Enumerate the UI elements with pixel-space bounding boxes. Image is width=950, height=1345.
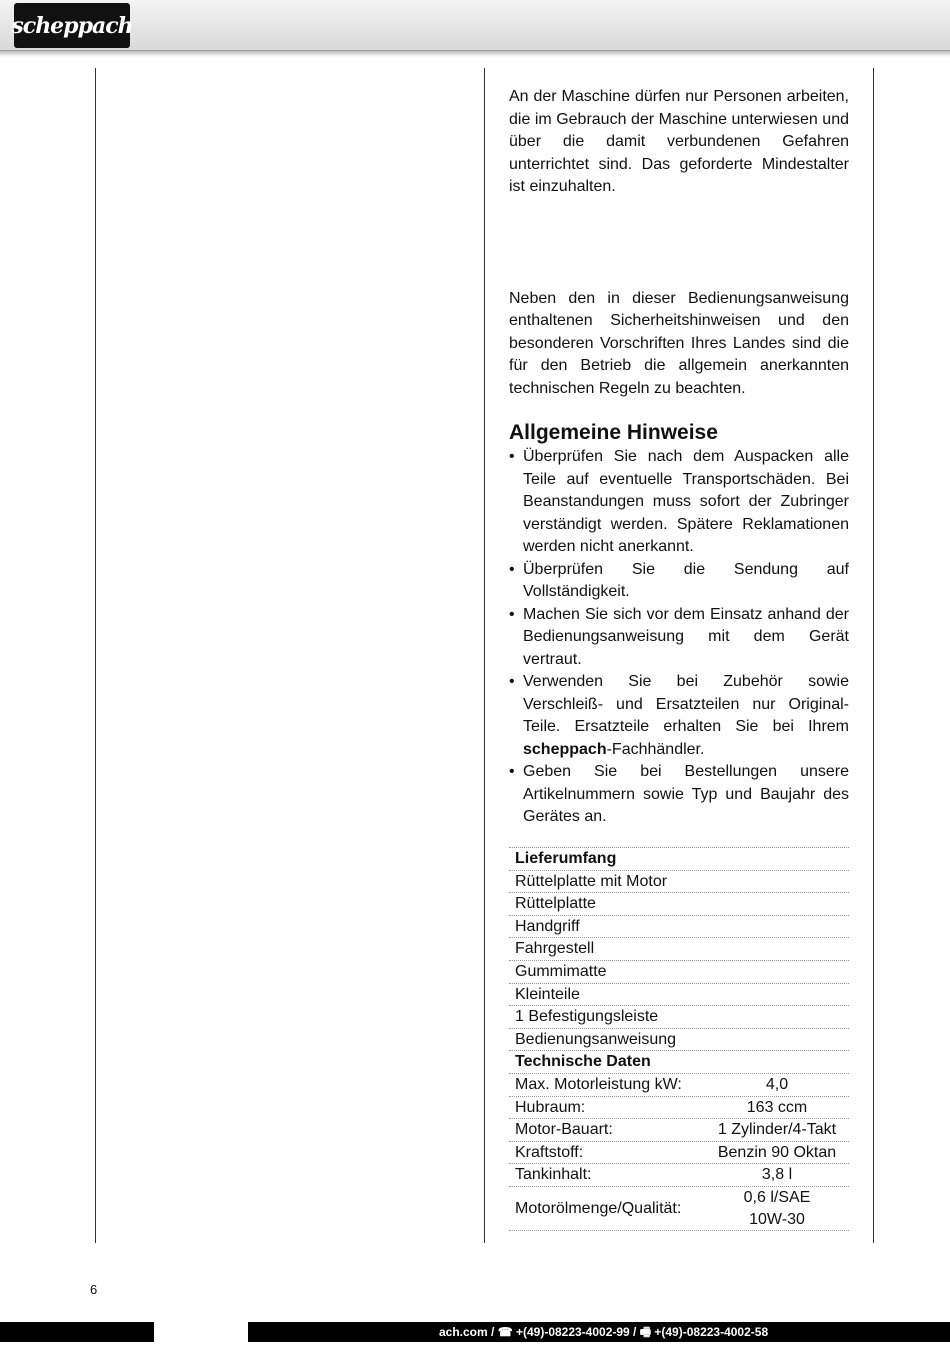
paragraph-operators: An der Maschine dürfen nur Personen arbeiten, die im Gebrauch der Maschine unterwiesen und über die damit verbundenen Gefahren unterrichtet sind. Das geforderte Mindestalter ist einzuhalten. bbox=[509, 88, 849, 195]
table-row: Max. Motorleistung kW: 4,0 bbox=[509, 1074, 849, 1097]
bullet-icon: • bbox=[509, 560, 515, 578]
table-row: Hubraum: 163 ccm bbox=[509, 1097, 849, 1120]
table-row: Rüttelplatte bbox=[509, 893, 849, 916]
footer-bar-right bbox=[248, 1322, 950, 1342]
table-row: Kleinteile bbox=[509, 984, 849, 1007]
table-row: Motor-Bauart: 1 Zylinder/4-Takt bbox=[509, 1119, 849, 1142]
table-row: 1 Befestigungsleiste bbox=[509, 1006, 849, 1029]
footer-contact: ach.com / ☎ +(49)-08223-4002-99 / 🖷 +(49)-08223-4002-58 bbox=[439, 1325, 769, 1339]
header-shadow bbox=[0, 51, 950, 57]
column-divider-right bbox=[873, 68, 874, 1243]
table-row: Motorölmenge/Qualität: 0,6 l/SAE 10W-30 bbox=[509, 1187, 849, 1231]
list-item: • Überprüfen Sie die Sendung auf Vollständigkeit. bbox=[509, 560, 849, 600]
bullet-icon: • bbox=[509, 448, 515, 465]
list-item: • Geben Sie bei Bestellungen unsere Artikelnummern sowie Typ und Baujahr des Gerätes an. bbox=[509, 763, 849, 825]
general-notes-list bbox=[509, 446, 849, 829]
bullet-icon: • bbox=[509, 673, 515, 690]
column-divider-middle bbox=[484, 68, 485, 1243]
table-heading-technical: Technische Daten bbox=[509, 1051, 849, 1074]
table-row: Kraftstoff: Benzin 90 Oktan bbox=[509, 1142, 849, 1165]
table-row: Handgriff bbox=[509, 916, 849, 939]
section-heading-general: Allgemeine Hinweise bbox=[509, 421, 718, 444]
column-divider-left bbox=[95, 68, 96, 1243]
table-heading-delivery: Lieferumfang bbox=[509, 848, 849, 871]
table-row: Rüttelplatte mit Motor bbox=[509, 871, 849, 894]
list-item: • Machen Sie sich vor dem Einsatz anhand der Bedienungsanweisung mit dem Gerät vertraut. bbox=[509, 605, 849, 668]
specs-table bbox=[509, 847, 849, 1231]
bullet-icon: • bbox=[509, 605, 515, 623]
scheppach-logo bbox=[11, 3, 133, 48]
table-row: Gummimatte bbox=[509, 961, 849, 984]
footer-bar-left bbox=[0, 1322, 154, 1342]
header-bar bbox=[0, 0, 950, 51]
table-row: Tankinhalt: 3,8 l bbox=[509, 1164, 849, 1187]
page-number: 6 bbox=[90, 1282, 98, 1297]
list-item: • Überprüfen Sie nach dem Auspacken alle Teile auf eventuelle Transportschäden. Bei Beanstandungen muss sofort der Zubringer verständigt werden. Spätere Reklamationen werden nicht anerkannt. bbox=[509, 448, 849, 555]
list-item: • Verwenden Sie bei Zubehör sowie Verschleiß- und Ersatzteilen nur Original-Teile. Ersatzteile erhalten Sie bei Ihrem scheppach-Fachhändler. bbox=[509, 673, 849, 758]
paragraph-safety-rules: Neben den in dieser Bedienungsanweisung enthaltenen Sicherheitshinweisen und den besonderen Vorschriften Ihres Landes sind die für den Betrieb die allgemein anerkannten technischen Regeln zu beachten. bbox=[509, 289, 849, 397]
table-row: Fahrgestell bbox=[509, 938, 849, 961]
brand-name: scheppach bbox=[523, 740, 607, 758]
bullet-icon: • bbox=[509, 763, 515, 780]
right-column-content bbox=[509, 86, 849, 829]
table-row: Bedienungsanweisung bbox=[509, 1029, 849, 1052]
logo-text: scheppach bbox=[11, 12, 133, 39]
